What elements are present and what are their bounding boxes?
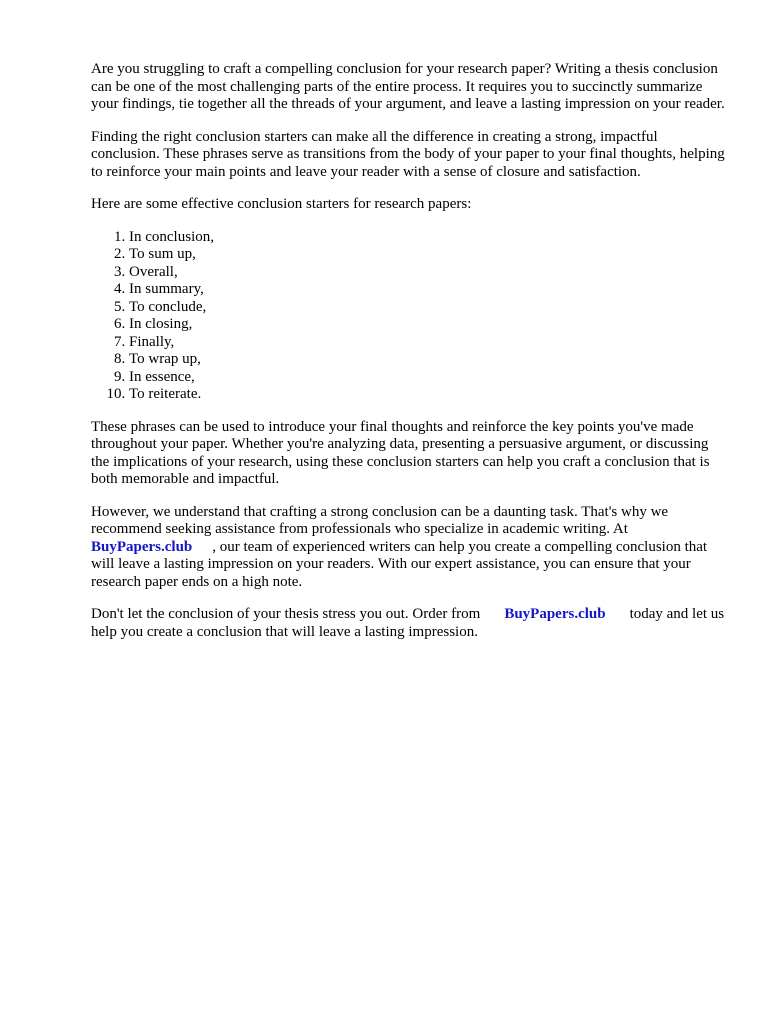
- list-item: 8. To wrap up,: [129, 351, 728, 369]
- list-item: 9. In essence,: [129, 369, 728, 387]
- assist-text-before: However, we understand that crafting a strong conclusion can be a daunting task. That's why we recommend seeking assistance from professionals who specialize in academic writing. At: [91, 503, 669, 537]
- list-item: 5. To conclude,: [129, 299, 728, 317]
- list-item: 10. To reiterate.: [129, 386, 728, 404]
- buypapers-link[interactable]: BuyPapers.club: [91, 538, 193, 555]
- closing-paragraph: [91, 606, 728, 641]
- list-item: 1. In conclusion,: [129, 229, 728, 247]
- list-item: 2. To sum up,: [129, 246, 728, 264]
- list-item: 6. In closing,: [129, 316, 728, 334]
- list-item: 7. Finally,: [129, 334, 728, 352]
- list-intro: Here are some effective conclusion starters for research papers:: [91, 196, 472, 212]
- usage-paragraph: These phrases can be used to introduce your final thoughts and reinforce the key points you've made throughout your paper. Whether you're analyzing data, presenting a persuasive argument, or discussing the implications of your research, using these conclusion starters can help you craft a conclusion that is both memorable and impactful.: [91, 418, 710, 487]
- closing-text-after: today and let us help you create a conclusion that will leave a lasting impression.: [91, 606, 725, 640]
- list-item: 3. Overall,: [129, 264, 728, 282]
- closing-text-before: Don't let the conclusion of your thesis stress you out. Order from: [91, 606, 481, 622]
- buypapers-order-link[interactable]: BuyPapers.club: [504, 606, 606, 622]
- assist-paragraph: [91, 504, 728, 592]
- assist-text-after: , our team of experienced writers can help you create a compelling conclusion that will leave a lasting impression on your readers. With our expert assistance, you can ensure that your research paper ends on a high note.: [91, 538, 708, 590]
- conclusion-starters-list: [91, 229, 728, 404]
- intro-paragraph: Are you struggling to craft a compelling conclusion for your research paper? Writing a thesis conclusion can be one of the most challenging parts of the entire process. It requires you to succinctly summarize your findings, tie together all the threads of your argument, and leave a lasting impression on your reader.: [91, 61, 725, 112]
- starters-paragraph: Finding the right conclusion starters can make all the difference in creating a strong, impactful conclusion. These phrases serve as transitions from the body of your paper to your final thoughts, helping to reinforce your main points and leave your reader with a sense of closure and satisfaction.: [91, 128, 725, 180]
- list-item: 4. In summary,: [129, 281, 728, 299]
